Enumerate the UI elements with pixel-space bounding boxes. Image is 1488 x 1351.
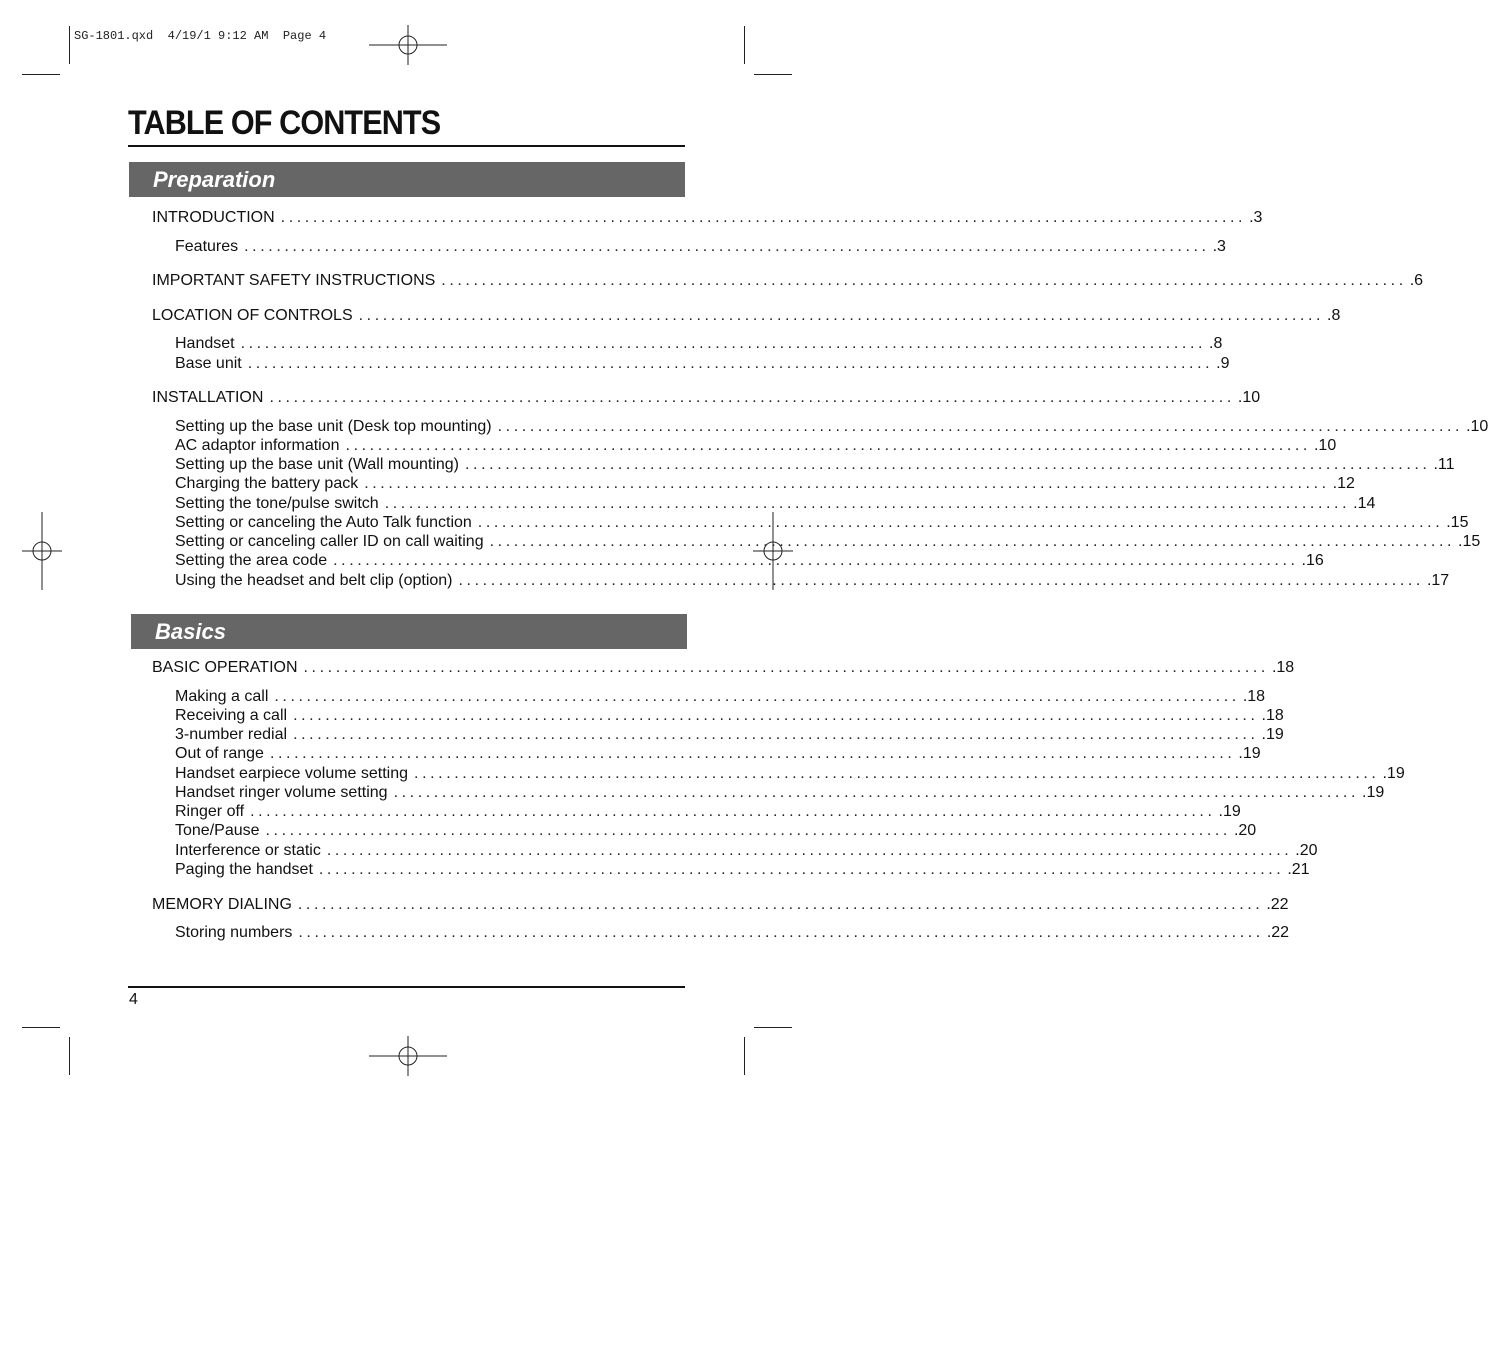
leader-dots: ........................................................................................................................ — [274, 688, 1240, 705]
leader-dots: ........................................................................................................................ — [293, 707, 1259, 724]
leader-dots: ........................................................................................................................ — [497, 418, 1464, 435]
crop-mark — [69, 26, 70, 64]
toc-entry-page: .18 — [1242, 688, 1266, 705]
leader-dots: ........................................................................................................................ — [250, 803, 1216, 820]
leader-dots: ........................................................................................................................ — [414, 765, 1380, 782]
toc-entry-label: MEMORY DIALING — [152, 896, 292, 913]
toc-entry-label: Base unit — [175, 355, 242, 372]
page-number: 4 — [129, 991, 138, 1008]
toc-entry[interactable] — [175, 783, 1385, 802]
leader-dots: ........................................................................................................................ — [489, 533, 1456, 550]
toc-entry-page: .22 — [1266, 896, 1289, 913]
leader-dots: ........................................................................................................................ — [326, 842, 1293, 859]
toc-entry-page: .9 — [1216, 355, 1230, 372]
toc-entry-label: 3-number redial — [175, 726, 288, 743]
toc-entry[interactable] — [175, 821, 1257, 840]
toc-entry[interactable] — [175, 764, 1405, 783]
toc-entry-page: .16 — [1301, 552, 1324, 569]
toc-entry[interactable] — [175, 571, 1450, 590]
toc-entry-label: Handset — [175, 335, 235, 352]
toc-entry[interactable] — [175, 802, 1241, 821]
toc-entry-page: .15 — [1458, 533, 1481, 550]
toc-entry-label: Tone/Pause — [175, 822, 260, 839]
toc-entry-page: .10 — [1237, 389, 1261, 406]
toc-entry[interactable] — [175, 841, 1318, 860]
crop-mark — [22, 1027, 60, 1028]
leader-dots: ........................................................................................................................ — [358, 307, 1325, 324]
toc-entry-page: .6 — [1409, 272, 1424, 289]
leader-dots: ........................................................................................................................ — [269, 389, 1235, 406]
registration-mark-icon — [369, 1036, 447, 1076]
toc-entry[interactable] — [152, 271, 1424, 290]
toc-entry-label: Making a call — [175, 688, 269, 705]
registration-mark-icon — [369, 25, 447, 65]
crop-mark — [744, 26, 745, 64]
toc-entry-page: .8 — [1209, 335, 1223, 352]
leader-dots: ........................................................................................................................ — [441, 272, 1407, 289]
toc-entry-label: Setting the tone/pulse switch — [175, 495, 379, 512]
toc-entry-label: INSTALLATION — [152, 389, 264, 406]
toc-entry[interactable] — [175, 237, 1226, 256]
toc-entry-label: Receiving a call — [175, 707, 288, 724]
toc-entry-page: .3 — [1249, 209, 1263, 226]
toc-entry-page: .19 — [1261, 726, 1284, 743]
toc-entry-label: Ringer off — [175, 803, 245, 820]
crop-mark — [754, 74, 792, 75]
toc-entry[interactable] — [175, 687, 1266, 706]
toc-entry[interactable] — [175, 334, 1223, 353]
toc-entry[interactable] — [175, 417, 1488, 436]
toc-entry[interactable] — [175, 513, 1469, 532]
toc-entry-page: .14 — [1353, 495, 1376, 512]
toc-entry-label: Setting up the base unit (Desk top mounting) — [175, 418, 492, 435]
page-title: TABLE OF CONTENTS — [128, 104, 441, 142]
toc-entry-label: Setting up the base unit (Wall mounting) — [175, 456, 460, 473]
leader-dots: ........................................................................................................................ — [298, 924, 1264, 941]
toc-entry-page: .12 — [1332, 475, 1355, 492]
leader-dots: ........................................................................................................................ — [280, 209, 1247, 226]
crop-mark — [69, 1037, 70, 1075]
toc-entry[interactable] — [175, 744, 1261, 763]
toc-entry-page: .19 — [1362, 784, 1385, 801]
toc-entry-page: .3 — [1212, 238, 1226, 255]
toc-entry-label: Handset earpiece volume setting — [175, 765, 409, 782]
toc-entry[interactable] — [175, 354, 1230, 373]
toc-entry-label: Handset ringer volume setting — [175, 784, 388, 801]
leader-dots: ........................................................................................................................ — [384, 495, 1351, 512]
toc-entry-label: Out of range — [175, 745, 264, 762]
toc-entry-label: IMPORTANT SAFETY INSTRUCTIONS — [152, 272, 436, 289]
toc-entry-page: .17 — [1426, 572, 1450, 589]
toc-entry[interactable] — [175, 923, 1290, 942]
leader-dots: ........................................................................................................................ — [465, 456, 1431, 473]
toc-entry-label: Storing numbers — [175, 924, 293, 941]
toc-entry-label: Charging the battery pack — [175, 475, 359, 492]
toc-entry-page: .21 — [1287, 861, 1310, 878]
toc-entry-page: .19 — [1238, 745, 1261, 762]
title-rule — [128, 145, 685, 147]
toc-entry-page: .11 — [1433, 456, 1455, 473]
section-heading-preparation: Preparation — [129, 162, 685, 197]
toc-entry[interactable] — [152, 658, 1295, 677]
leader-dots: ........................................................................................................................ — [345, 437, 1311, 454]
toc-entry[interactable] — [175, 455, 1455, 474]
toc-entry-label: Using the headset and belt clip (option) — [175, 572, 453, 589]
toc-entry-label: Setting or canceling caller ID on call waiting — [175, 533, 484, 550]
leader-dots: ........................................................................................................................ — [265, 822, 1231, 839]
toc-entry[interactable] — [175, 494, 1376, 513]
toc-entry[interactable] — [152, 306, 1341, 325]
toc-entry[interactable] — [175, 706, 1284, 725]
toc-entry-label: Setting the area code — [175, 552, 328, 569]
toc-entry-label: LOCATION OF CONTROLS — [152, 307, 353, 324]
toc-entry-label: AC adaptor information — [175, 437, 340, 454]
crop-mark — [22, 74, 60, 75]
toc-entry-label: Features — [175, 238, 239, 255]
toc-entry[interactable] — [152, 895, 1289, 914]
toc-entry-label: BASIC OPERATION — [152, 659, 298, 676]
toc-entry[interactable] — [175, 860, 1310, 879]
leader-dots: ........................................................................................................................ — [269, 745, 1236, 762]
section-heading-basics: Basics — [131, 614, 687, 649]
toc-entry-page: .18 — [1271, 659, 1295, 676]
toc-entry-label: Interference or static — [175, 842, 321, 859]
toc-entry-page: .19 — [1382, 765, 1405, 782]
toc-entry-page: .19 — [1218, 803, 1241, 820]
leader-dots: ........................................................................................................................ — [333, 552, 1299, 569]
leader-dots: ........................................................................................................................ — [293, 726, 1259, 743]
leader-dots: ........................................................................................................................ — [303, 659, 1269, 676]
toc-entry[interactable] — [152, 208, 1263, 227]
toc-entry-page: .20 — [1295, 842, 1318, 859]
leader-dots: ........................................................................................................................ — [458, 572, 1424, 589]
toc-entry[interactable] — [175, 532, 1481, 551]
footer-rule — [128, 986, 685, 988]
leader-dots: ........................................................................................................................ — [297, 896, 1264, 913]
toc-entry-page: .10 — [1313, 437, 1337, 454]
toc-entry-label: Setting or canceling the Auto Talk function — [175, 514, 472, 531]
leader-dots: ........................................................................................................................ — [477, 514, 1444, 531]
toc-entry[interactable] — [175, 551, 1324, 570]
registration-mark-icon — [22, 512, 62, 590]
toc-entry-label: INTRODUCTION — [152, 209, 275, 226]
toc-entry-page: .8 — [1327, 307, 1341, 324]
leader-dots: ........................................................................................................................ — [247, 355, 1214, 372]
leader-dots: ........................................................................................................................ — [244, 238, 1210, 255]
toc-entry-label: Paging the handset — [175, 861, 313, 878]
toc-entry-page: .22 — [1266, 924, 1290, 941]
crop-mark — [754, 1027, 792, 1028]
leader-dots: ........................................................................................................................ — [393, 784, 1359, 801]
toc-entry[interactable] — [152, 388, 1261, 407]
toc-entry-page: .15 — [1446, 514, 1469, 531]
crop-mark — [744, 1037, 745, 1075]
print-slug: SG-1801.qxd 4/19/1 9:12 AM Page 4 — [74, 29, 327, 43]
toc-entry-page: .18 — [1261, 707, 1284, 724]
toc-entry[interactable] — [175, 436, 1337, 455]
toc-entry[interactable] — [175, 474, 1355, 493]
toc-entry-page: .20 — [1233, 822, 1257, 839]
toc-entry-page: .10 — [1466, 418, 1488, 435]
leader-dots: ........................................................................................................................ — [240, 335, 1207, 352]
leader-dots: ........................................................................................................................ — [364, 475, 1330, 492]
leader-dots: ........................................................................................................................ — [318, 861, 1285, 878]
toc-entry[interactable] — [175, 725, 1284, 744]
